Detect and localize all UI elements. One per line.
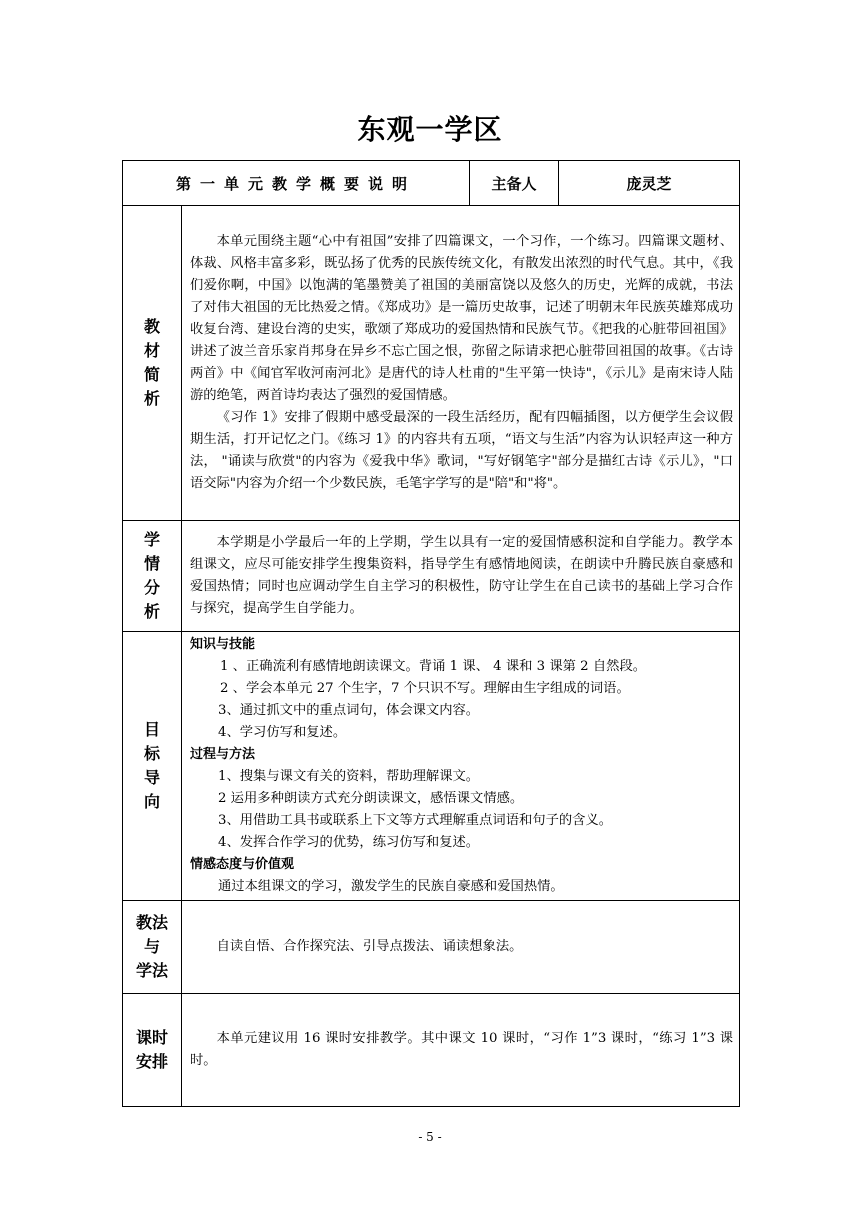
document-title: 东观一学区 bbox=[357, 113, 503, 146]
student-analysis-row bbox=[123, 521, 740, 632]
textbook-analysis-content bbox=[182, 206, 740, 521]
goal-knowledge-4: 4、学习仿写和复述。 bbox=[218, 725, 347, 740]
goal-knowledge-2: 2 、学会本单元 27 个生字，7 个只识不写。理解由生字组成的词语。 bbox=[220, 681, 630, 696]
goal-knowledge-1: 1 、正确流利有感情地朗读课文。背诵 1 课、 4 课和 3 课第 2 自然段。 bbox=[220, 659, 647, 674]
methods-content bbox=[182, 901, 740, 994]
textbook-analysis-row bbox=[123, 206, 740, 521]
student-analysis-content bbox=[182, 521, 740, 632]
student-analysis-text: 本学期是小学最后一年的上学期，学生以具有一定的爱国情感积淀和自学能力。教学本组课文，应尽可能安排学生搜集资料，指导学生有感情地阅读，在朗读中升腾民族自豪感和爱国热情；同时也应调动学生自主学习的积极性，防守让学生在自己读书的基础上学习合作与探究，提高学生自学能力。 bbox=[190, 535, 734, 616]
schedule-row bbox=[123, 994, 740, 1107]
goals-row bbox=[123, 632, 740, 901]
unit-title: 第一单元教学概要说明 bbox=[123, 161, 470, 206]
goal-process-4: 4、发挥合作学习的优势，练习仿写和复述。 bbox=[218, 835, 480, 850]
preparer-label: 主备人 bbox=[470, 161, 559, 206]
page-number: - 5 - bbox=[418, 1130, 442, 1144]
lesson-plan-table bbox=[122, 160, 740, 1107]
header-row bbox=[123, 161, 740, 206]
schedule-content bbox=[182, 994, 740, 1107]
goals-heading-process: 过程与方法 bbox=[190, 747, 256, 762]
goal-process-1: 1、搜集与课文有关的资料，帮助理解课文。 bbox=[218, 769, 480, 784]
textbook-analysis-label: 教 材 简 析 bbox=[123, 206, 182, 521]
methods-text: 自读自悟、合作探究法、引导点拨法、诵读想象法。 bbox=[216, 939, 523, 954]
goals-content bbox=[182, 632, 740, 901]
schedule-label: 课时 安排 bbox=[123, 994, 182, 1107]
student-analysis-label: 学 情 分 析 bbox=[123, 521, 182, 632]
goal-process-3: 3、用借助工具书或联系上下文等方式理解重点词语和句子的含义。 bbox=[218, 813, 613, 828]
goal-attitude-1: 通过本组课文的学习，激发学生的民族自豪感和爱国热情。 bbox=[218, 879, 564, 894]
goal-process-2: 2 运用多种朗读方式充分朗读课文，感悟课文情感。 bbox=[218, 791, 524, 806]
textbook-paragraph-2: 《习作 1》安排了假期中感受最深的一段生活经历，配有四幅插图，以方便学生会议假期生活，打开记忆之门。《练习 1》的内容共有五项，“语文与生活”内容为认识轻声这一种方法， "诵读与欣赏"的内容为《爱我中华》歌词，"写好钢笔字"部分是描红古诗《示儿》，"口语交际"内容为介绍一个少数民族，毛笔字学写的是"陪"和"将"。 bbox=[190, 410, 734, 491]
goals-heading-knowledge: 知识与技能 bbox=[190, 637, 256, 652]
schedule-text: 本单元建议用 16 课时安排教学。其中课文 10 课时，“习作 1”3 课时，“练习 1”3 课时。 bbox=[190, 1031, 734, 1068]
goal-knowledge-3: 3、通过抓文中的重点词句，体会课文内容。 bbox=[218, 703, 480, 718]
methods-label: 教法 与 学法 bbox=[123, 901, 182, 994]
textbook-paragraph-1: 本单元围绕主题“心中有祖国”安排了四篇课文，一个习作，一个练习。四篇课文题材、体裁、风格丰富多彩，既弘扬了优秀的民族传统文化，有散发出浓烈的时代气息。其中，《我们爱你啊，中国》以饱满的笔墨赞美了祖国的美丽富饶以及悠久的历史，光辉的成就，书法了对伟大祖国的无比热爱之情。《郑成功》是一篇历史故事，记述了明朝末年民族英雄郑成功收复台湾、建设台湾的史实，歌颂了郑成功的爱国热情和民族气节。《把我的心脏带回祖国》讲述了波兰音乐家肖邦身在异乡不忘亡国之恨，弥留之际请求把心脏带回祖国的故事。《古诗两首》中《闻官军收河南河北》是唐代的诗人杜甫的"生平第一快诗"，《示儿》是南宋诗人陆游的绝笔，两首诗均表达了强烈的爱国情感。 bbox=[190, 234, 734, 403]
preparer-name: 庞灵芝 bbox=[559, 161, 740, 206]
goals-heading-attitude: 情感态度与价值观 bbox=[190, 857, 295, 872]
methods-row bbox=[123, 901, 740, 994]
goals-label: 目 标 导 向 bbox=[123, 632, 182, 901]
